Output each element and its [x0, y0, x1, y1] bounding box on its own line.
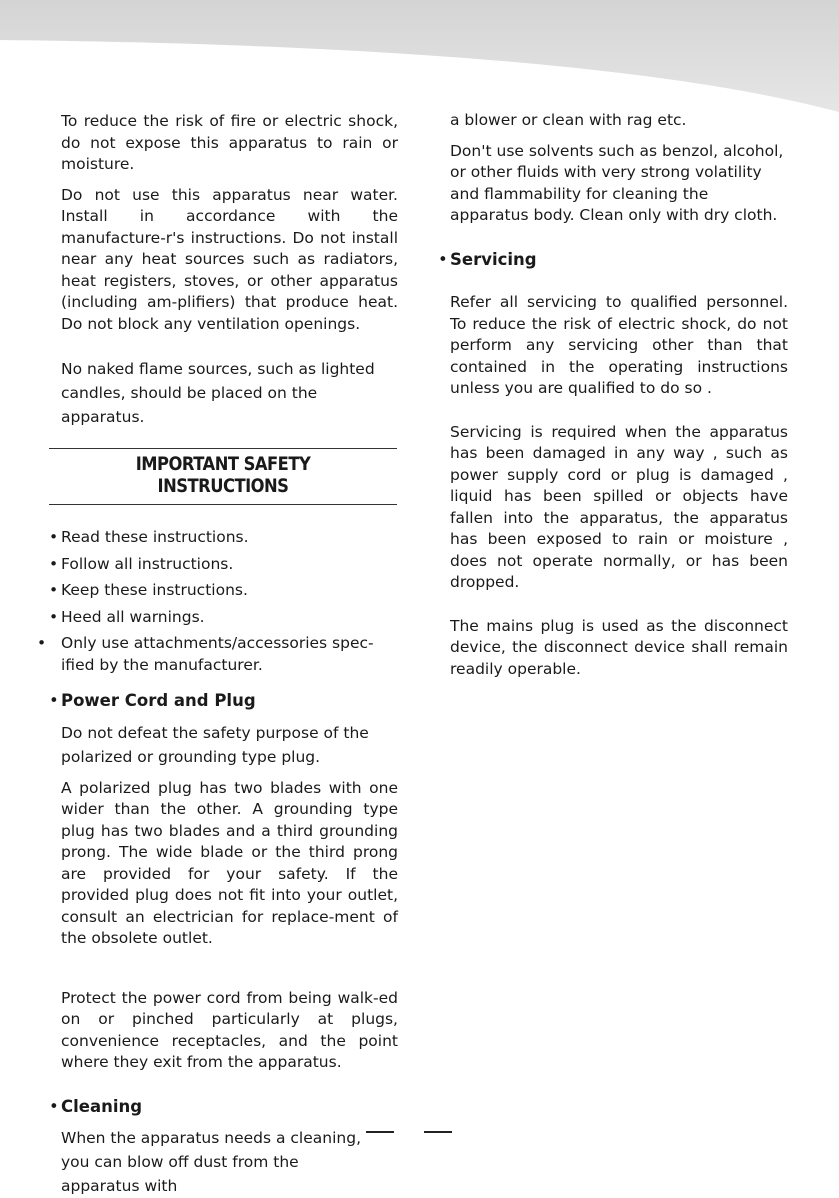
power-cord-para-3: Protect the power cord from being walk-ed on or pinched particularly at plugs, convenience receptacles, and the point where they exit from the apparatus.	[61, 988, 398, 1071]
left-column	[37, 111, 398, 1198]
power-cord-para-2: A polarized plug has two blades with one wider than the other. A grounding type plug has two blades and a third grounding prong. The wide blade or the third prong are provided for your safety. If the provided plug does not fit into your outlet, consult an electrician for replace-ment of the obsolete outlet.	[61, 778, 398, 947]
list-item: • Read these instructions.	[49, 527, 398, 549]
servicing-para-3: The mains plug is used as the disconnect device, the disconnect device shall remain readily operable.	[450, 616, 788, 678]
list-item: • Only use attachments/accessories spec-ified by the manufacturer.	[37, 634, 374, 674]
page-mark-right	[424, 1131, 452, 1133]
safety-instructions-heading: IMPORTANT SAFETY INSTRUCTIONS	[135, 453, 311, 497]
power-cord-heading: • Power Cord and Plug	[49, 691, 256, 710]
bullet-icon: •	[37, 634, 47, 652]
naked-flame-warning: No naked flame sources, such as lighted candles, should be placed on the apparatus.	[61, 360, 375, 426]
right-column	[438, 110, 788, 680]
cleaning-para-2: Don't use solvents such as benzol, alcohol, or other fluids with very strong volatility and flammability for cleaning the apparatus body. Clean only with dry cloth.	[450, 141, 784, 224]
servicing-para-1: Refer all servicing to qualified personnel. To reduce the risk of electric shock, do not perform any servicing other than that contained in the operating instructions unless you are qualified to do so .	[450, 293, 788, 397]
cleaning-continued: a blower or clean with rag etc.	[450, 111, 687, 129]
bullet-icon: •	[49, 528, 59, 546]
cleaning-para-1: When the apparatus needs a cleaning, you can blow off dust from the apparatus with	[61, 1129, 361, 1195]
page-mark-left	[366, 1131, 394, 1133]
bullet-icon: •	[49, 691, 59, 710]
list-item: • Keep these instructions.	[49, 580, 398, 602]
power-cord-para-1: Do not defeat the safety purpose of the polarized or grounding type plug.	[61, 723, 369, 766]
list-item: • Heed all warnings.	[49, 607, 398, 629]
safety-instructions-banner	[49, 448, 397, 505]
bullet-icon: •	[438, 249, 448, 269]
safety-bullet-list	[37, 527, 398, 676]
bullet-icon: •	[49, 554, 59, 573]
list-item: • Follow all instructions.	[49, 554, 398, 576]
bullet-icon: •	[49, 581, 59, 599]
top-gradient-band	[0, 0, 839, 120]
fire-shock-warning: To reduce the risk of fire or electric shock, do not expose this apparatus to rain or moisture.	[61, 112, 398, 173]
bullet-icon: •	[49, 1096, 59, 1116]
cleaning-heading: • Cleaning	[49, 1096, 143, 1116]
servicing-para-2: Servicing is required when the apparatus has been damaged in any way , such as power supply cord or plug is damaged , liquid has been spilled or objects have fallen into the apparatus, the apparatus has been exposed to rain or moisture , does not operate normally, or has been dropped.	[450, 422, 788, 591]
bullet-icon: •	[49, 607, 59, 626]
water-heat-warning: Do not use this apparatus near water. Install in accordance with the manufacture-r's instructions. Do not install near any heat sources such as radiators, heat registers, stoves, or other apparatus (including am-plifiers) that produce heat. Do not block any ventilation openings.	[61, 185, 398, 333]
page-number-marks	[366, 1131, 452, 1133]
servicing-heading: • Servicing	[438, 249, 537, 269]
